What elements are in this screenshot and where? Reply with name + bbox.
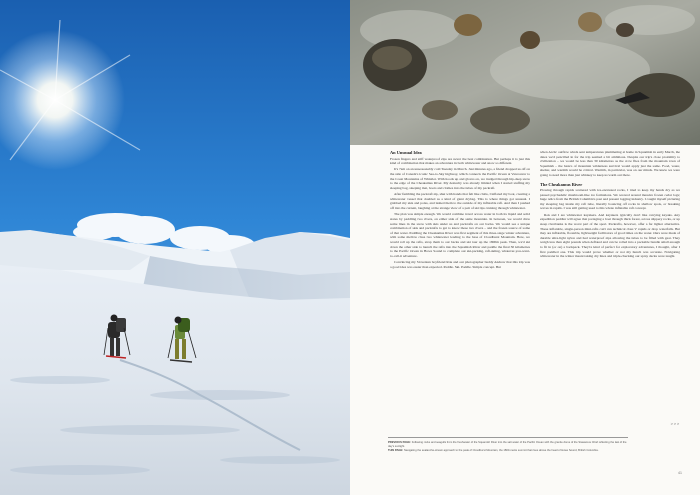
continued-marker: >>> xyxy=(670,421,680,426)
photo-caption xyxy=(388,437,628,452)
article-column-1 xyxy=(390,150,530,271)
article-paragraph: when Arctic outflow winds sent temperatures plummeting at home in Squamish in early March, the dates we'd pencilled in for the trip seemed a bit ambitious. Despite our trip's close proximity to civilization – we would be less than 30 kilometres as the crow flies from the mountain town of Squamish – the basics of mountain wilderness survival would apply just the same. Food, water, shelter, and warmth would be critical. Warmth, in particular, was on our minds. We knew we were going to need more than just whiskey to keep us warm out there. xyxy=(540,150,680,177)
page-number: 41 xyxy=(678,471,682,475)
right-page xyxy=(350,0,700,495)
article-paragraph: It's 7am on an unseasonably cold Tuesday in March. Just minutes ago, a friend dropped us off on the side of Canada's iconic Sea-to-Sky highway, which connects the Pacific Ocean at Vancouver to the Coast Mountains of Whistler. With hoods up and gloves on, we trudged through hip-deep snow to the edge of the Cheakamus River. My dexterity was already limited when I started stuffing my sleeping bag, sleeping mat, boots and clothes into the tubes of my packraft. xyxy=(390,167,530,190)
article-columns xyxy=(390,150,680,271)
section-heading-unusual-idea: An Unusual Idea xyxy=(390,150,422,155)
section-heading-cheakamus-river: The Cheakamus River xyxy=(540,181,583,187)
article-paragraph: The plan was simple enough. We would combine travel across water in both its liquid and solid states by paddling two rivers, on either side of the same mountain. In between, we would draw some lines in the snow with skis under us and packrafts on our backs. We would see a unique combination of skis and packrafts to get to know these two rivers – and the frozen source of some of that water. Paddling the Cheakamus River was first segment of this three-stage winter adventure, with some mellow class two whitewater leading to the base of Cloudburst Mountain. Here, we would roll up the rafts, strap them to our backs and ski tour up the 1800m peak. Then, we'd ski down the other side to launch the rafts into the Squamish River and paddle the final 30 kilometres to the Pacific Ocean in Howe Sound to complete our ski-packing, raft-skiing, whatever-you-want-to-call-it adventure. xyxy=(390,212,530,258)
article-paragraph: Convincing my Slovenian boyfriend Rok and our photographer buddy Andrew that this trip was a good idea was easier than expected. Paddle. Ski. Paddle. Simple concept. But xyxy=(390,260,530,269)
article-column-2 xyxy=(540,150,680,271)
article-paragraph: After fumbling the packraft zip, shut with hands that felt like clubs, I inflated my boat, creating a whitewater vessel that doubled as a kind of giant drybag. This is where things got unusual. I grabbed my skis and poles, and lashed them to the outside of my inflatable raft. And then I pushed off into the current, laughing at the strange view of a pair of ski tips cruising through whitewater. xyxy=(390,192,530,211)
river-rocks-photo xyxy=(350,0,700,145)
caption-text-this-page: Navigating the avalanche-strewn approach to the peak of Cloudburst Mountain, the 1800-metre summit that rises above the head of Howe Sound, British Columbia. xyxy=(403,448,599,452)
caption-label-previous: PREVIOUS PAGE: xyxy=(388,441,411,444)
article-paragraph: Rok and I are whitewater kayakers. And kayakers typically don't like carrying kayaks. Any expedition paddler will agree that portaging a boat through thick forest, across slippery rocks, or up steep riverbanks is the worst part of the sport. Packrafts, however, offer a far lighter alternative. These inflatable, single-person mini-rafts can't run technical class V rapids or drop waterfalls. But they are inflatable, floatable, lightweight facilitators of good times on the water. Ours were made of durable ultra-light nylon and had waterproof zips allowing the tubes to be filled with gear. They weigh less than eight pounds when deflated and can be rolled into a packable bundle small enough to fit in (or on) a backpack. They're kind of perfect for exploratory adventures, I thought, after I first paddled one. This trip would prove whether or not my hunch was accurate. Navigating whitewater in the winter meant taking dry lines and triple-checking our spray decks were taught. xyxy=(540,212,680,259)
article-body xyxy=(390,150,680,480)
article-paragraph: Frozen fingers and stiff waterproof zips are never the best combination. But perhaps it is just this kind of combination that makes an adventure in both whitewater and snow so different. xyxy=(390,156,530,166)
caption-label-this-page: THIS PAGE: xyxy=(388,448,404,452)
caption-text-previous: Following rocks and seagulls from the freshwater of the Squamish River into the salt water of the Pacific Ocean with the granite dome of the Stawamus Chief reflecting the last of the day's sunlight. xyxy=(388,441,627,448)
article-paragraph: Plowing through rapids scattered with ice-encrusted rocks, I tried to keep my hands dry as we passed psychedelic mushroom-like ice formations. We weaved around massive frozen cedar logs; huge relics from the British Columbia's past and present logging industry. I caught myself picturing my sleeping bag inside my raft tube, literally bouncing off rocks in shallow spots, or breaking waves in rapids. I was still getting used to this whole inflatable raft concept. xyxy=(540,188,680,211)
